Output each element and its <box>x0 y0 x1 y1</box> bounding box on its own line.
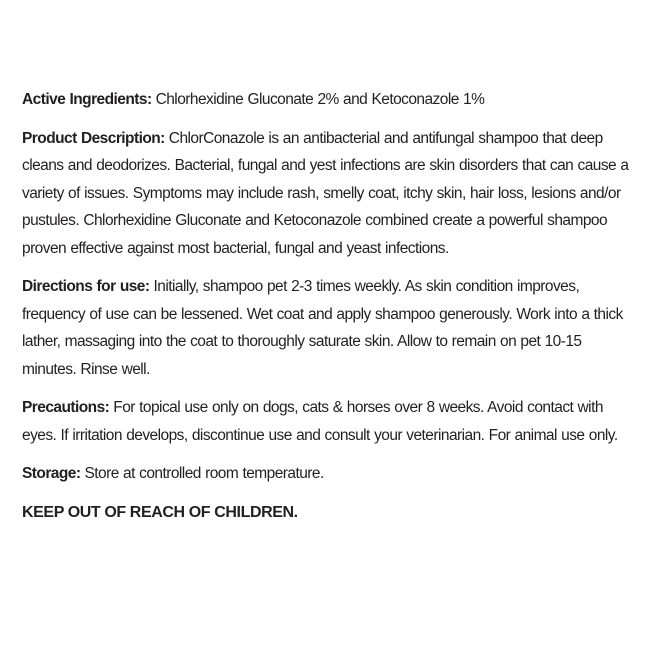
precautions-text: For topical use only on dogs, cats & horses over 8 weeks. Avoid contact with eyes. If irritation develops, discontinue use and consult your veterinarian. For animal use only. <box>22 399 618 444</box>
product-description-label: Product Description: <box>22 129 165 147</box>
label-text-body <box>22 86 634 526</box>
storage-text: Store at controlled room temperature. <box>84 465 324 482</box>
precautions-label: Precautions: <box>22 399 110 416</box>
section-active-ingredients <box>22 86 634 114</box>
section-storage <box>22 460 634 488</box>
directions-for-use-label: Directions for use: <box>22 278 150 295</box>
directions-for-use-text: Initially, shampoo pet 2-3 times weekly. As skin condition improves, frequency of use can be lessened. Wet coat and apply shampoo generously. Work into a thick lather, massaging into the coat to thoroughly saturate skin. Allow to remain on pet 10-15 minutes. Rinse well. <box>22 278 623 378</box>
keep-out-of-reach-warning: KEEP OUT OF REACH OF CHILDREN. <box>22 503 298 521</box>
product-description-text: ChlorConazole is an antibacterial and antifungal shampoo that deep cleans and deodorizes. Bacterial, fungal and yest infections are skin disorders that can cause a variety of issues. Symptoms may include rash, smelly coat, itchy skin, hair loss, lesions and/or pustules. Chlorhexidine Gluconate and Ketoconazole combined create a powerful shampoo proven effective against most bacterial, fungal and yeast infections. <box>22 129 629 257</box>
section-directions-for-use <box>22 273 634 383</box>
section-precautions <box>22 394 634 449</box>
active-ingredients-text: Chlorhexidine Gluconate 2% and Ketoconazole 1% <box>155 91 485 108</box>
storage-label: Storage: <box>22 465 81 482</box>
active-ingredients-label: Active Ingredients: <box>22 91 152 108</box>
section-product-description <box>22 125 634 263</box>
